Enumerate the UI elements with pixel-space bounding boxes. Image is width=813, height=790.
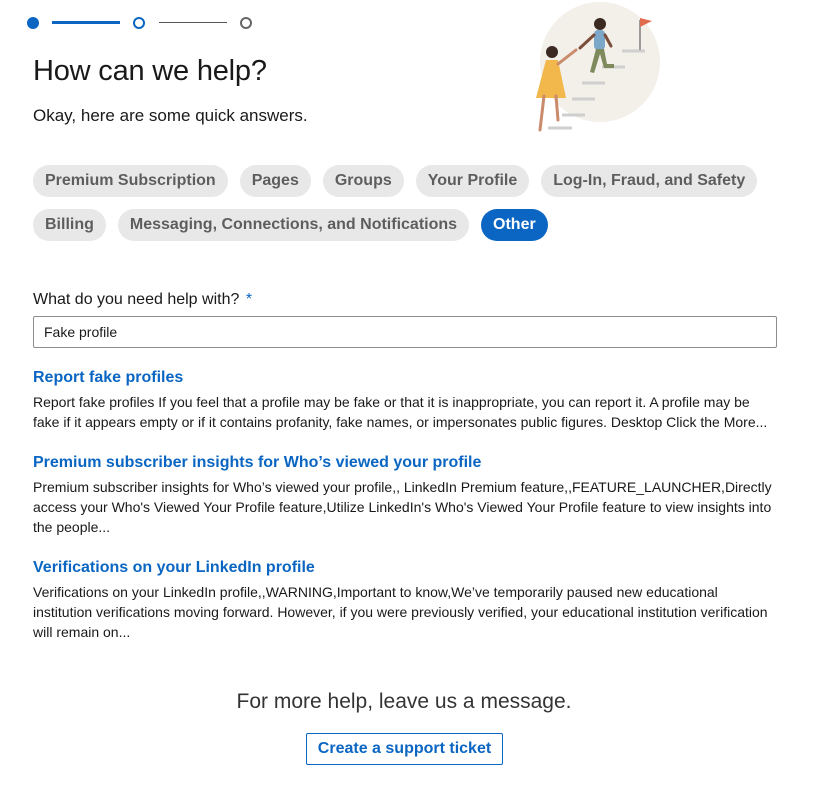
chip-other-selected[interactable]: Other bbox=[481, 209, 548, 241]
quick-answer-item bbox=[33, 454, 778, 537]
chip-billing[interactable]: Billing bbox=[33, 209, 106, 241]
chip-pages[interactable]: Pages bbox=[240, 165, 311, 197]
topic-chip-row bbox=[33, 165, 773, 197]
help-query-input[interactable] bbox=[33, 316, 777, 348]
quick-answer-item bbox=[33, 369, 778, 432]
create-support-ticket-button[interactable]: Create a support ticket bbox=[306, 733, 503, 765]
page-title: How can we help? bbox=[33, 55, 267, 87]
step-3-pending-icon bbox=[240, 17, 252, 29]
step-2-current-icon bbox=[133, 17, 145, 29]
topic-chip-row bbox=[33, 209, 773, 241]
chip-login-fraud-safety[interactable]: Log-In, Fraud, and Safety bbox=[541, 165, 757, 197]
step-connector-pending bbox=[159, 22, 227, 23]
help-field-label-text: What do you need help with? bbox=[33, 291, 240, 308]
chip-your-profile[interactable]: Your Profile bbox=[416, 165, 530, 197]
quick-answer-snippet: Premium subscriber insights for Who’s viewed your profile,, LinkedIn Premium feature,,FEATURE_LAUNCHER,Directly access your Who's Viewed Your Profile feature,Utilize LinkedIn's Who's Viewed Your Profile feature to view insights into the people... bbox=[33, 479, 772, 535]
more-help-heading: For more help, leave us a message. bbox=[236, 690, 572, 713]
quick-answer-snippet: Verifications on your LinkedIn profile,,WARNING,Important to know,We’ve temporarily paused new educational institution verifications moving forward. However, if you were previously verified, your educational institution verification will remain on... bbox=[33, 584, 768, 640]
quick-answer-snippet: Report fake profiles If you feel that a profile may be fake or that it is inappropriate, you can report it. A profile may be fake if it appears empty or if it contains profanity, fake names, or impersonates public figures. Desktop Click the More... bbox=[33, 394, 768, 430]
quick-answer-item bbox=[33, 559, 778, 642]
quick-answer-link[interactable]: Verifications on your LinkedIn profile bbox=[33, 559, 315, 576]
climbing-people-illustration bbox=[510, 2, 670, 142]
chip-premium-subscription[interactable]: Premium Subscription bbox=[33, 165, 228, 197]
chip-messaging-connections-notifications[interactable]: Messaging, Connections, and Notifications bbox=[118, 209, 469, 241]
quick-answer-link[interactable]: Premium subscriber insights for Who’s viewed your profile bbox=[33, 454, 482, 471]
chip-groups[interactable]: Groups bbox=[323, 165, 404, 197]
quick-answer-link[interactable]: Report fake profiles bbox=[33, 369, 184, 386]
help-field-label bbox=[33, 291, 252, 309]
required-asterisk: * bbox=[245, 291, 253, 308]
quick-answers-list bbox=[33, 369, 778, 664]
progress-stepper bbox=[27, 16, 257, 30]
topic-chip-group bbox=[33, 165, 773, 253]
step-1-complete-icon bbox=[27, 17, 39, 29]
page-subtitle: Okay, here are some quick answers. bbox=[33, 106, 308, 125]
step-connector-complete bbox=[52, 21, 120, 24]
